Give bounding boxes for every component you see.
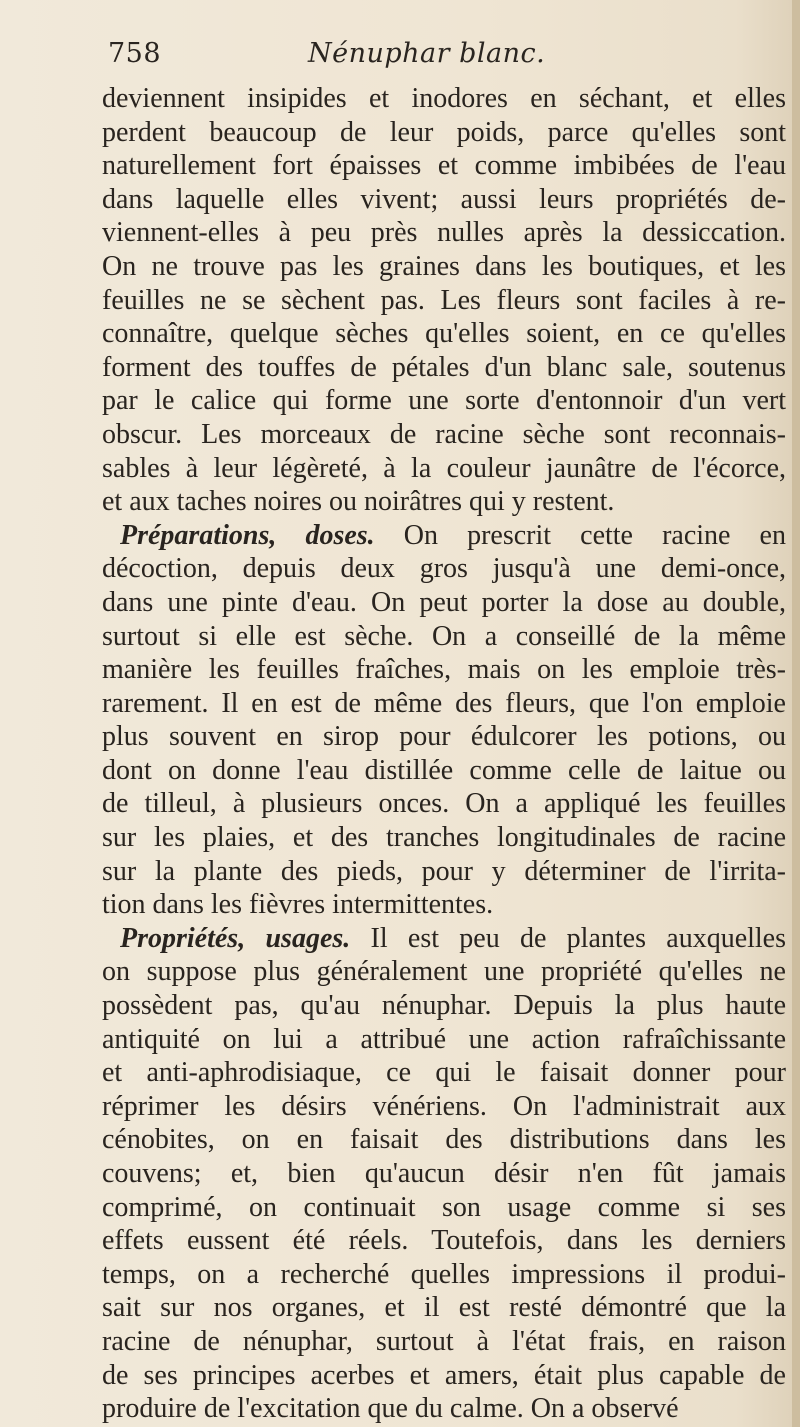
text-line-content: cénobites, on en faisait des distributions dans les (102, 1124, 786, 1156)
text-line (102, 250, 786, 284)
text-line-content: comprimé, on continuait son usage comme si ses (102, 1191, 786, 1223)
text-line (102, 1258, 786, 1292)
text-line-content: viennent-elles à peu près nulles après la dessiccation. (102, 217, 786, 249)
text-line-content: par le calice qui forme une sorte d'entonnoir d'un vert (102, 385, 786, 417)
text-line-content: dans une pinte d'eau. On peut porter la dose au double, (102, 586, 786, 618)
text-line-content: réprimer les désirs vénériens. On l'administrait aux (102, 1090, 786, 1122)
text-line (102, 653, 786, 687)
text-line-content: plus souvent en sirop pour édulcorer les potions, ou (102, 721, 786, 753)
text-line-content: sait sur nos organes, et il est resté démontré que la (102, 1292, 786, 1324)
text-line-content: perdent beaucoup de leur poids, parce qu'elles sont (102, 116, 786, 148)
text-line (102, 888, 786, 922)
page-number: 758 (108, 38, 162, 69)
text-line (102, 452, 786, 486)
text-line (102, 989, 786, 1023)
text-line-content: de ses principes acerbes et amers, était plus capable de (102, 1359, 786, 1391)
text-line-content: on suppose plus généralement une propriété qu'elles ne (102, 956, 786, 988)
text-line-content: temps, on a recherché quelles impressions il produi- (102, 1258, 786, 1290)
text-line (102, 922, 786, 956)
text-line (102, 82, 786, 116)
text-line-content: deviennent insipides et inodores en séchant, et elles (102, 83, 786, 114)
text-line-content: et anti-aphrodisiaque, ce qui le faisait donner pour (102, 1057, 786, 1089)
text-line-content: On prescrit cette racine en (374, 519, 786, 551)
section-heading: Propriétés, usages. (120, 922, 351, 954)
text-line (102, 1291, 786, 1325)
running-title: Nénuphar blanc. (308, 38, 546, 69)
text-line-content: et aux taches noires ou noirâtres qui y restent. (102, 486, 615, 518)
text-line (102, 418, 786, 452)
text-line-content: feuilles ne se sèchent pas. Les fleurs sont faciles à re- (102, 284, 786, 316)
text-line (102, 620, 786, 654)
text-line-content: effets eussent été réels. Toutefois, dans les derniers (102, 1225, 786, 1257)
text-line-content: naturellement fort épaisses et comme imbibées de l'eau (102, 150, 786, 182)
text-line (102, 1392, 786, 1426)
text-line (102, 855, 786, 889)
text-line-content: sur la plante des pieds, pour y déterminer de l'irrita- (102, 855, 786, 887)
text-line-content: On ne trouve pas les graines dans les boutiques, et les (102, 250, 786, 282)
text-line (102, 519, 786, 553)
text-line (102, 485, 786, 519)
text-line (102, 720, 786, 754)
text-line-content: antiquité on lui a attribué une action rafraîchissante (102, 1023, 786, 1055)
text-line (102, 1359, 786, 1393)
text-line (102, 586, 786, 620)
text-line (102, 351, 786, 385)
text-line (102, 1090, 786, 1124)
text-line (102, 1224, 786, 1258)
text-line-content: décoction, depuis deux gros jusqu'à une demi-once, (102, 553, 786, 585)
text-line (102, 116, 786, 150)
text-line-content: de tilleul, à plusieurs onces. On a appliqué les feuilles (102, 788, 786, 820)
text-line (102, 216, 786, 250)
text-line (102, 687, 786, 721)
text-line-content: dans laquelle elles vivent; aussi leurs propriétés de- (102, 183, 786, 215)
text-line-content: surtout si elle est sèche. On a conseillé de la même (102, 620, 786, 652)
text-line (102, 1056, 786, 1090)
text-line-content: couvens; et, bien qu'aucun désir n'en fût jamais (102, 1158, 786, 1189)
text-line (102, 552, 786, 586)
text-line (102, 284, 786, 318)
text-line-content: produire de l'excitation que du calme. On a observé (102, 1393, 679, 1425)
text-line-content: connaître, quelque sèches qu'elles soient, en ce qu'elles (102, 318, 786, 350)
text-line-content: obscur. Les morceaux de racine sèche sont reconnais- (102, 418, 786, 450)
text-line-content: Il est peu de plantes auxquelles (350, 922, 786, 954)
text-line-content: manière les feuilles fraîches, mais on les emploie très- (102, 654, 786, 686)
section-heading: Préparations, doses. (120, 519, 375, 551)
text-line (102, 317, 786, 351)
text-line (102, 384, 786, 418)
text-line (102, 821, 786, 855)
page-spine-edge (792, 0, 800, 1427)
text-line (102, 149, 786, 183)
text-line (102, 1325, 786, 1359)
text-line (102, 183, 786, 217)
text-line-content: tion dans les fièvres intermittentes. (102, 889, 494, 921)
text-line-content: sur les plaies, et des tranches longitudinales de racine (102, 822, 786, 854)
body-text (102, 82, 786, 1426)
text-line (102, 955, 786, 989)
text-line (102, 1191, 786, 1225)
text-line (102, 1023, 786, 1057)
text-line-content: dont on donne l'eau distillée comme celle de laitue ou (102, 754, 786, 786)
text-line (102, 754, 786, 788)
text-line-content: possèdent pas, qu'au nénuphar. Depuis la plus haute (102, 990, 786, 1022)
text-line (102, 787, 786, 821)
text-line (102, 1157, 786, 1191)
text-line-content: rarement. Il en est de même des fleurs, que l'on emploie (102, 687, 786, 719)
text-line (102, 1123, 786, 1157)
text-line-content: sables à leur légèreté, à la couleur jaunâtre de l'écorce, (102, 452, 786, 484)
text-line-content: racine de nénuphar, surtout à l'état frais, en raison (102, 1325, 786, 1357)
text-line-content: forment des touffes de pétales d'un blanc sale, soutenus (102, 351, 786, 383)
page-header (108, 38, 708, 78)
